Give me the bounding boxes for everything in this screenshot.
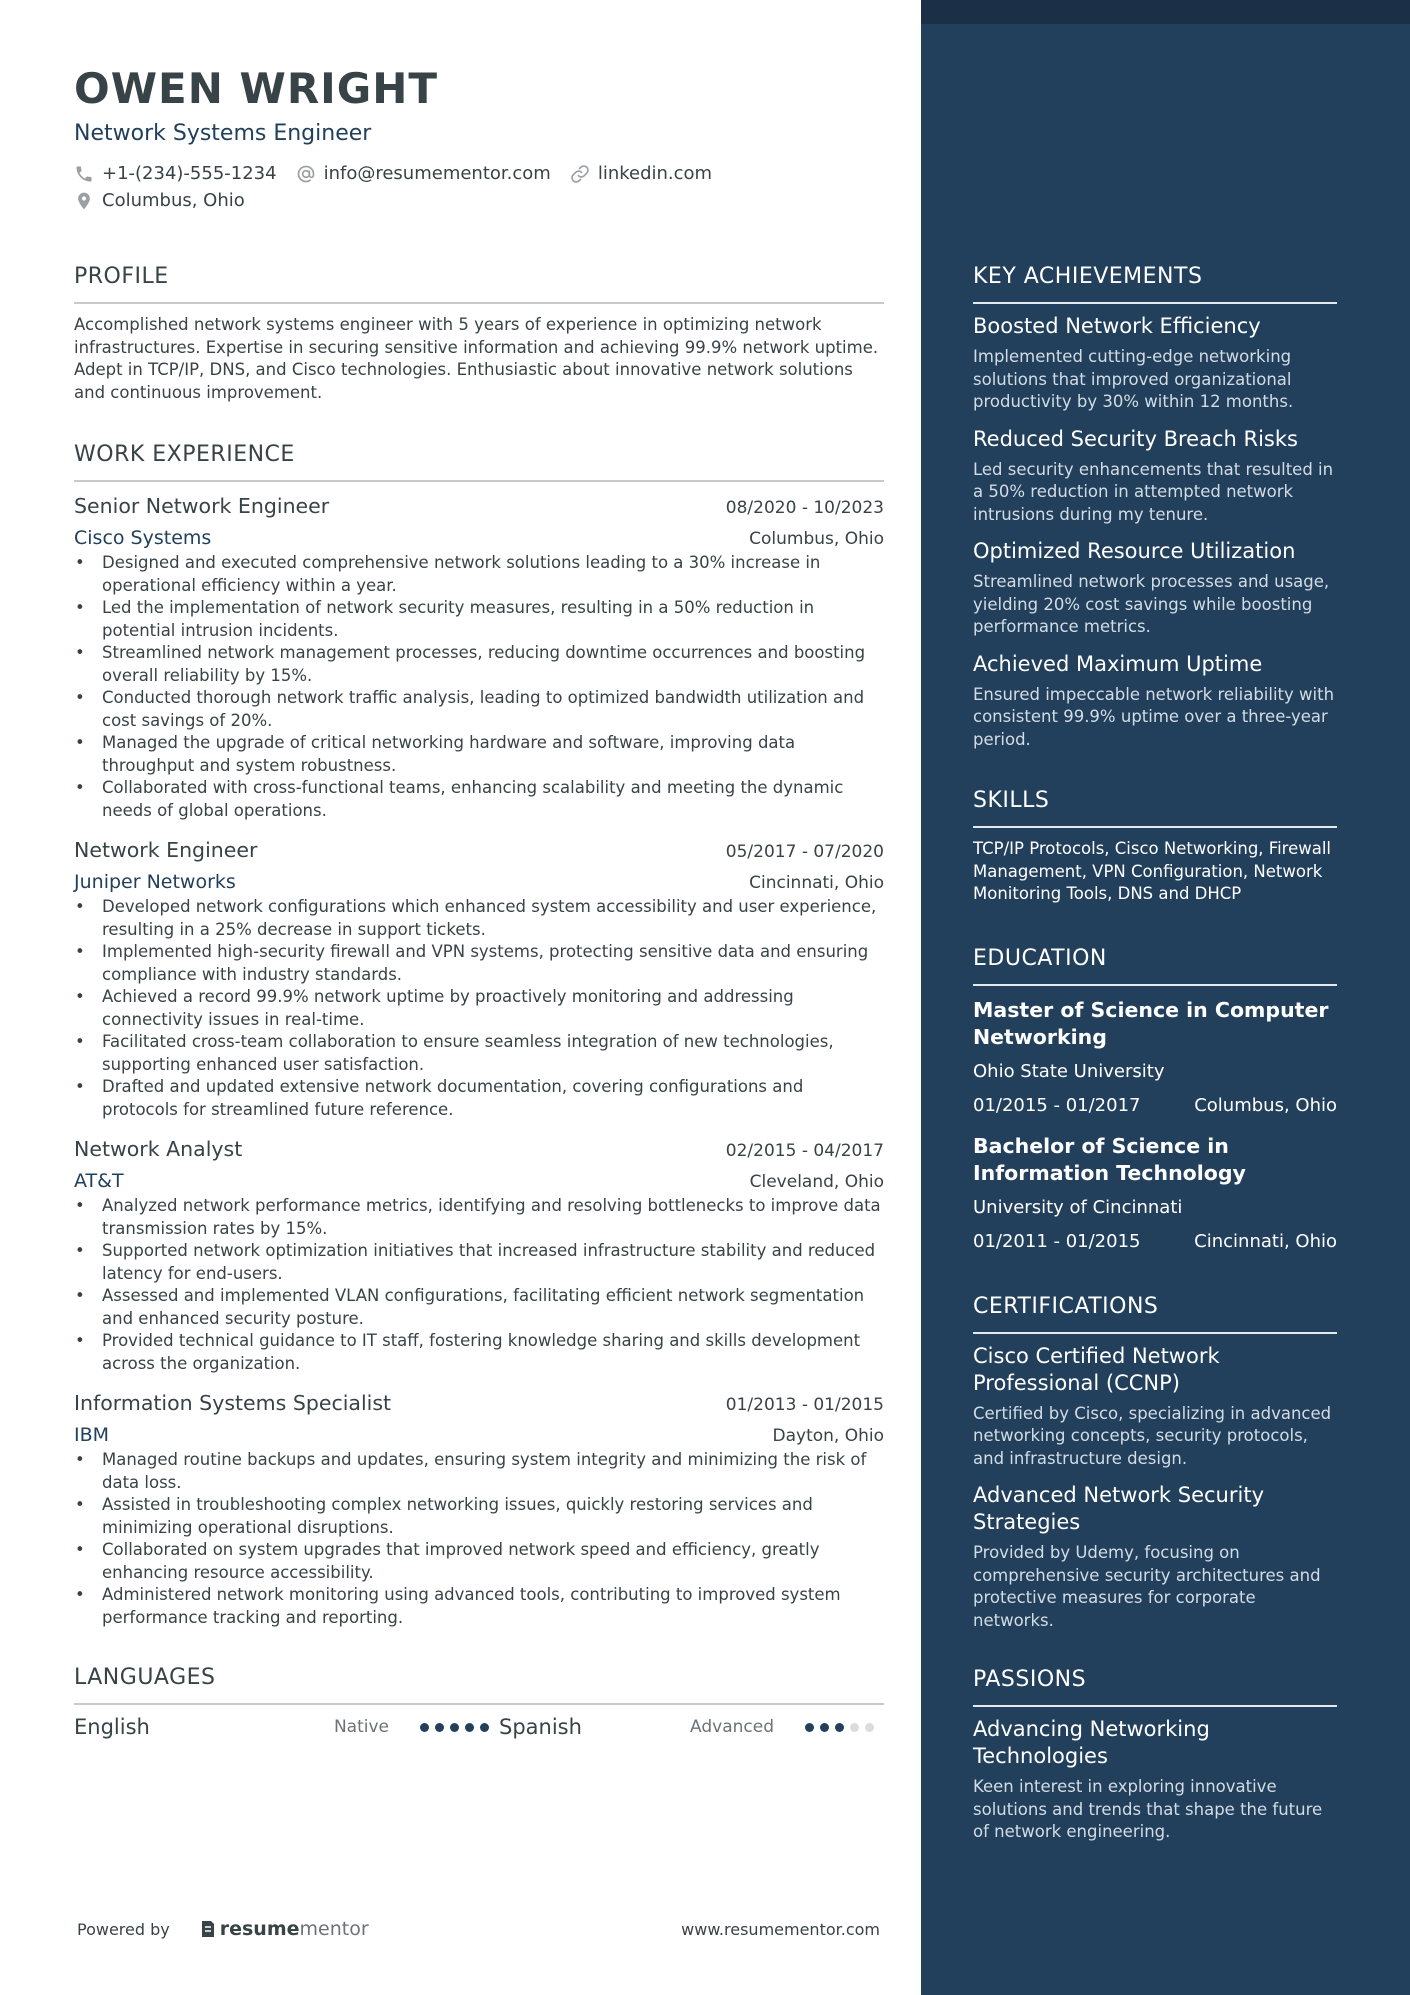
job-subheader: [74, 1422, 884, 1448]
job-bullets: [74, 552, 884, 822]
achievement-desc: Led security enhancements that resulted in a 50% reduction in attempted network intrusions during my tenure.: [973, 459, 1334, 524]
achievement-title: Achieved Maximum Uptime: [973, 651, 1263, 676]
profile-heading: PROFILE: [74, 262, 884, 304]
job-header: [74, 492, 884, 520]
passions-section: [973, 1665, 1337, 1844]
achievement-item: [973, 538, 1337, 639]
at-sign-icon: [296, 164, 316, 184]
achievement-item: [973, 426, 1337, 527]
education-school: University of Cincinnati: [973, 1196, 1183, 1218]
proficiency-dot-filled: [465, 1723, 474, 1732]
job-bullet: • Managed the upgrade of critical networking hardware and software, improving data throughput and system robustness.: [74, 732, 884, 777]
education-dates: 01/2011 - 01/2015: [973, 1230, 1141, 1252]
job-location: Dayton, Ohio: [772, 1426, 884, 1446]
passions-heading: PASSIONS: [973, 1665, 1337, 1707]
passion-title: Advancing Networking Technologies: [973, 1717, 1210, 1768]
certification-desc: Provided by Udemy, focusing on comprehensive security architectures and protective measures for corporate networks.: [973, 1543, 1321, 1630]
contact-email[interactable]: [296, 163, 551, 184]
job-bullet: • Provided technical guidance to IT staff, fostering knowledge sharing and skills development across the organization.: [74, 1330, 884, 1375]
job-bullet: • Designed and executed comprehensive network solutions leading to a 30% increase in operational efficiency within a year.: [74, 552, 884, 597]
proficiency-dot-filled: [820, 1723, 829, 1732]
passion-item: [973, 1716, 1337, 1844]
job-bullet: • Assisted in troubleshooting complex networking issues, quickly restoring services and minimizing operational disruptions.: [74, 1494, 884, 1539]
languages-list: [74, 1715, 884, 1739]
education-location: Columbus, Ohio: [1194, 1094, 1337, 1116]
job-role: Network Engineer: [74, 838, 258, 862]
job-bullet: • Assessed and implemented VLAN configurations, facilitating efficient network segmentation and enhanced security posture.: [74, 1285, 884, 1330]
job-subheader: [74, 525, 884, 551]
contact-row: [74, 160, 884, 187]
passion-desc: Keen interest in exploring innovative solutions and trends that shape the future of network engineering.: [973, 1777, 1323, 1841]
education-degree: Master of Science in Computer Networking: [973, 997, 1329, 1049]
job-dates: 05/2017 - 07/2020: [725, 842, 884, 862]
link-icon: [570, 164, 590, 184]
job-header: [74, 836, 884, 864]
achievement-title: Reduced Security Breach Risks: [973, 426, 1298, 451]
language-proficiency-dots: [805, 1723, 880, 1732]
brand-logo[interactable]: [200, 1918, 369, 1940]
proficiency-dot-filled: [805, 1723, 814, 1732]
job-entry: [74, 492, 884, 822]
education-item: [973, 1133, 1337, 1254]
footer-website-link[interactable]: www.resumementor.com: [681, 1919, 880, 1939]
job-role: Network Analyst: [74, 1137, 243, 1161]
language-level: Native: [333, 1717, 389, 1737]
job-bullet: • Led the implementation of network security measures, resulting in a 50% reduction in potential intrusion incidents.: [74, 597, 884, 642]
resumementor-logo-icon: [200, 1919, 216, 1939]
job-role: Senior Network Engineer: [74, 494, 330, 518]
job-bullet: • Achieved a record 99.9% network uptime by proactively monitoring and addressing connectivity issues in real-time.: [74, 986, 884, 1031]
main-column: [74, 62, 884, 1739]
job-bullet: • Facilitated cross-team collaboration to ensure seamless integration of new technologies, supporting enhanced user satisfaction.: [74, 1031, 884, 1076]
education-item: [973, 997, 1337, 1118]
job-role: Information Systems Specialist: [74, 1391, 392, 1415]
language-name: English: [74, 1715, 150, 1739]
powered-by-text: Powered by: [77, 1919, 170, 1939]
education-meta: [973, 1094, 1337, 1118]
certification-title: Advanced Network Security Strategies: [973, 1483, 1264, 1534]
education-meta: [973, 1230, 1337, 1254]
phone-icon: [74, 164, 94, 184]
job-bullet: • Collaborated with cross-functional teams, enhancing scalability and meeting the dynamic needs of global operations.: [74, 777, 884, 822]
job-bullet: • Drafted and updated extensive network documentation, covering configurations and protocols for streamlined future reference.: [74, 1076, 884, 1121]
certification-item: [973, 1343, 1337, 1471]
contact-linkedin[interactable]: [570, 163, 712, 184]
proficiency-dot-filled: [480, 1723, 489, 1732]
email-text[interactable]: info@resumementor.com: [323, 163, 551, 184]
job-company: AT&T: [74, 1170, 124, 1192]
proficiency-dot-filled: [450, 1723, 459, 1732]
job-header: [74, 1135, 884, 1163]
job-bullet: • Implemented high-security firewall and VPN systems, protecting sensitive data and ensuring compliance with industry standards.: [74, 941, 884, 986]
achievements-heading: KEY ACHIEVEMENTS: [973, 262, 1337, 304]
job-bullet: • Supported network optimization initiatives that increased infrastructure stability and reduced latency for end-users.: [74, 1240, 884, 1285]
job-bullets: [74, 1195, 884, 1375]
certification-desc: Certified by Cisco, specializing in advanced networking concepts, security protocols, and infrastructure design.: [973, 1403, 1332, 1468]
sidebar-top-bar: [921, 0, 1410, 24]
language-proficiency-dots: [420, 1723, 495, 1732]
achievement-item: [973, 651, 1337, 752]
job-bullet: • Analyzed network performance metrics, identifying and resolving bottlenecks to improve data transmission rates by 15%.: [74, 1195, 884, 1240]
job-subheader: [74, 1168, 884, 1194]
powered-by: [77, 1918, 369, 1940]
location-pin-icon: [74, 191, 94, 211]
job-location: Cleveland, Ohio: [749, 1172, 884, 1192]
profile-text: Accomplished network systems engineer with 5 years of experience in optimizing network infrastructures. Expertise in securing sensitive information and achieving 99.9% network uptime. Adept in TCP/IP, DNS, and Cisco technologies. Enthusiastic about innovative network solutions and continuous improvement.: [74, 315, 879, 402]
linkedin-text[interactable]: linkedin.com: [597, 163, 713, 184]
job-bullets: [74, 1449, 884, 1629]
job-company: Cisco Systems: [74, 527, 212, 549]
contact-location: [74, 190, 245, 211]
skills-section: [973, 786, 1337, 906]
contact-phone: [74, 163, 277, 184]
job-dates: 01/2013 - 01/2015: [725, 1395, 884, 1415]
education-degree: Bachelor of Science in Information Technology: [973, 1133, 1246, 1185]
phone-text: +1-(234)-555-1234: [102, 163, 277, 184]
achievement-title: Boosted Network Efficiency: [973, 314, 1261, 338]
candidate-name: OWEN WRIGHT: [74, 64, 439, 113]
education-school: Ohio State University: [973, 1060, 1165, 1082]
brand-resume: resume: [219, 1918, 300, 1940]
job-bullet: • Managed routine backups and updates, ensuring system integrity and minimizing the risk of data loss.: [74, 1449, 884, 1494]
language-item: [74, 1715, 499, 1739]
achievement-item: [973, 313, 1337, 414]
contact-info: [74, 160, 884, 214]
proficiency-dot-filled: [420, 1723, 429, 1732]
language-level: Advanced: [690, 1717, 774, 1737]
sidebar-content: [973, 262, 1337, 1844]
education-section: [973, 944, 1337, 1254]
languages-heading: LANGUAGES: [74, 1663, 884, 1705]
job-company: IBM: [74, 1424, 110, 1446]
footer: [77, 1918, 880, 1940]
job-company: Juniper Networks: [74, 871, 236, 893]
language-item: [499, 1715, 884, 1739]
achievement-title: Optimized Resource Utilization: [973, 539, 1296, 563]
job-bullet: • Developed network configurations which enhanced system accessibility and user experience, resulting in a 25% decrease in support tickets.: [74, 896, 884, 941]
job-location: Cincinnati, Ohio: [749, 873, 884, 893]
experience-heading: WORK EXPERIENCE: [74, 440, 884, 482]
job-bullet: • Collaborated on system upgrades that improved network speed and efficiency, greatly enhancing resource accessibility.: [74, 1539, 884, 1584]
proficiency-dot-empty: [850, 1723, 859, 1732]
job-header: [74, 1389, 884, 1417]
certification-item: [973, 1482, 1337, 1632]
skills-text: TCP/IP Protocols, Cisco Networking, Firewall Management, VPN Configuration, Network Monitoring Tools, DNS and DHCP: [973, 839, 1332, 903]
job-entry: [74, 1389, 884, 1629]
achievement-desc: Implemented cutting-edge networking solutions that improved organizational productivity by 30% within 12 months.: [973, 347, 1294, 411]
job-bullets: [74, 896, 884, 1121]
education-location: Cincinnati, Ohio: [1194, 1230, 1337, 1252]
job-location: Columbus, Ohio: [749, 529, 884, 549]
certifications-heading: CERTIFICATIONS: [973, 1292, 1337, 1334]
contact-row: [74, 187, 884, 214]
proficiency-dot-empty: [865, 1723, 874, 1732]
job-bullet: • Administered network monitoring using advanced tools, contributing to improved system performance tracking and reporting.: [74, 1584, 884, 1629]
languages-section: [74, 1663, 884, 1739]
job-dates: 02/2015 - 04/2017: [725, 1141, 884, 1161]
profile-section: [74, 262, 884, 404]
experience-section: [74, 440, 884, 1629]
achievement-desc: Streamlined network processes and usage, yielding 20% cost savings while boosting performance metrics.: [973, 572, 1330, 636]
proficiency-dot-filled: [835, 1723, 844, 1732]
job-entry: [74, 836, 884, 1121]
sidebar: [921, 0, 1410, 1995]
certification-title: Cisco Certified Network Professional (CCNP): [973, 1343, 1220, 1395]
achievement-desc: Ensured impeccable network reliability with consistent 99.9% uptime over a three-year period.: [973, 684, 1335, 749]
achievements-section: [973, 262, 1337, 751]
job-bullet: • Conducted thorough network traffic analysis, leading to optimized bandwidth utilization and cost savings of 20%.: [74, 687, 884, 732]
job-dates: 08/2020 - 10/2023: [725, 498, 884, 518]
job-bullet: • Streamlined network management processes, reducing downtime occurrences and boosting overall reliability by 15%.: [74, 642, 884, 687]
job-entry: [74, 1135, 884, 1375]
job-subheader: [74, 869, 884, 895]
skills-heading: SKILLS: [973, 786, 1337, 828]
proficiency-dot-filled: [435, 1723, 444, 1732]
location-text: Columbus, Ohio: [102, 190, 245, 211]
education-dates: 01/2015 - 01/2017: [973, 1094, 1141, 1116]
language-name: Spanish: [499, 1715, 582, 1739]
brand-mentor: mentor: [299, 1918, 369, 1940]
candidate-title: Network Systems Engineer: [74, 121, 372, 146]
certifications-section: [973, 1292, 1337, 1633]
education-heading: EDUCATION: [973, 944, 1337, 986]
